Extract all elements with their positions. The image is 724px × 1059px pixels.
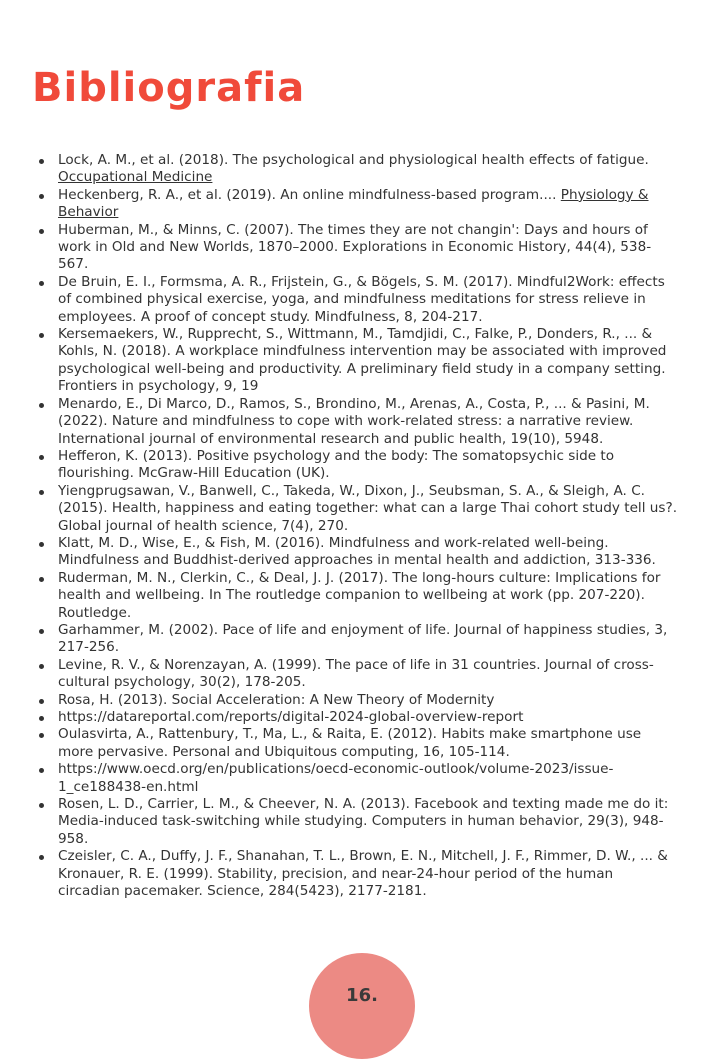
page-number-badge — [309, 953, 415, 1059]
reference-text: https://www.oecd.org/en/publications/oecd-economic-outlook/volume-2023/issue-1_ce188438-en.html — [58, 761, 614, 795]
reference-text: Kersemaekers, W., Rupprecht, S., Wittmann, M., Tamdjidi, C., Falke, P., Donders, R., ... & Kohls, N. (2018). A workplace mindfulness intervention may be associated with improved psychological well-being and productivity. A preliminary field study in a company setting. Frontiers in psychology, 9, 19 — [58, 326, 667, 395]
bibliography-item — [38, 726, 678, 761]
reference-text: Levine, R. V., & Norenzayan, A. (1999). The pace of life in 31 countries. Journal of cross-cultural psychology, 30(2), 178-205. — [58, 656, 654, 691]
bibliography-item — [38, 692, 678, 709]
page-title: Bibliografia — [32, 65, 306, 111]
reference-text: Klatt, M. D., Wise, E., & Fish, M. (2016). Mindfulness and work-related well-being. Mindfulness and Buddhist-derived approaches in mental health and addiction, 313-336. — [58, 534, 656, 569]
bibliography-item — [38, 396, 678, 448]
reference-text: De Bruin, E. I., Formsma, A. R., Frijstein, G., & Bögels, S. M. (2017). Mindful2Work: effects of combined physical exercise, yoga, and mindfulness meditations for stress relieve in employees. A proof of concept study. Mindfulness, 8, 204-217. — [58, 273, 665, 325]
reference-text: Hefferon, K. (2013). Positive psychology and the body: The somatopsychic side to flourishing. McGraw-Hill Education (UK). — [58, 447, 615, 482]
reference-text: Ruderman, M. N., Clerkin, C., & Deal, J. J. (2017). The long-hours culture: Implications for health and wellbeing. In The routledge companion to wellbeing at work (pp. 207-220). Routledge. — [58, 569, 661, 621]
reference-text: Menardo, E., Di Marco, D., Ramos, S., Brondino, M., Arenas, A., Costa, P., ... & Pasini, M. (2022). Nature and mindfulness to cope with work-related stress: a narrative review. International journal of environmental research and public health, 19(10), 5948. — [58, 395, 650, 447]
bibliography-item — [38, 570, 678, 622]
bibliography-item — [38, 761, 678, 796]
bibliography-item — [38, 187, 678, 222]
page-number: 16. — [346, 985, 378, 1006]
reference-text: Lock, A. M., et al. (2018). The psychological and physiological health effects of fatigue. — [58, 152, 649, 168]
bibliography-item — [38, 657, 678, 692]
reference-text: Yiengprugsawan, V., Banwell, C., Takeda, W., Dixon, J., Seubsman, S. A., & Sleigh, A. C. (2015). Health, happiness and eating together: what can a large Thai cohort study tell us?. Global journal of health science, 7(4), 270. — [58, 482, 678, 534]
reference-text: Rosa, H. (2013). Social Acceleration: A New Theory of Modernity — [58, 691, 495, 708]
bibliography-item — [38, 535, 678, 570]
bibliography-item — [38, 326, 678, 396]
reference-link[interactable]: Occupational Medicine — [58, 169, 213, 186]
reference-text: Rosen, L. D., Carrier, L. M., & Cheever, N. A. (2013). Facebook and texting made me do it: Media-induced task-switching while studying. Computers in human behavior, 29(3), 948-958. — [58, 796, 669, 847]
bibliography-item — [38, 622, 678, 657]
reference-text: Oulasvirta, A., Rattenbury, T., Ma, L., & Raita, E. (2012). Habits make smartphone use more pervasive. Personal and Ubiquitous computing, 16, 105-114. — [58, 726, 642, 760]
bibliography-item — [38, 483, 678, 535]
bibliography-list — [38, 152, 678, 900]
bibliography-item — [38, 152, 678, 187]
reference-text: Czeisler, C. A., Duffy, J. F., Shanahan, T. L., Brown, E. N., Mitchell, J. F., Rimmer, D. W., ... & Kronauer, R. E. (1999). Stability, precision, and near-24-hour period of the human circadian pacemaker. Science, 284(5423), 2177-2181. — [58, 848, 668, 900]
reference-link[interactable]: Physiology & Behavior — [58, 186, 649, 221]
reference-text: https://datareportal.com/reports/digital-2024-global-overview-report — [58, 709, 524, 725]
bibliography-item — [38, 274, 678, 326]
bibliography-item — [38, 796, 678, 848]
reference-text: Heckenberg, R. A., et al. (2019). An online mindfulness-based program.... — [58, 186, 561, 203]
reference-text: Huberman, M., & Minns, C. (2007). The times they are not changin': Days and hours of work in Old and New Worlds, 1870–2000. Explorations in Economic History, 44(4), 538-567. — [58, 221, 652, 273]
bibliography-item — [38, 709, 678, 726]
bibliography-item — [38, 222, 678, 274]
reference-text: Garhammer, M. (2002). Pace of life and enjoyment of life. Journal of happiness studies, 3, 217-256. — [58, 621, 668, 656]
bibliography-item — [38, 448, 678, 483]
bibliography-item — [38, 848, 678, 900]
